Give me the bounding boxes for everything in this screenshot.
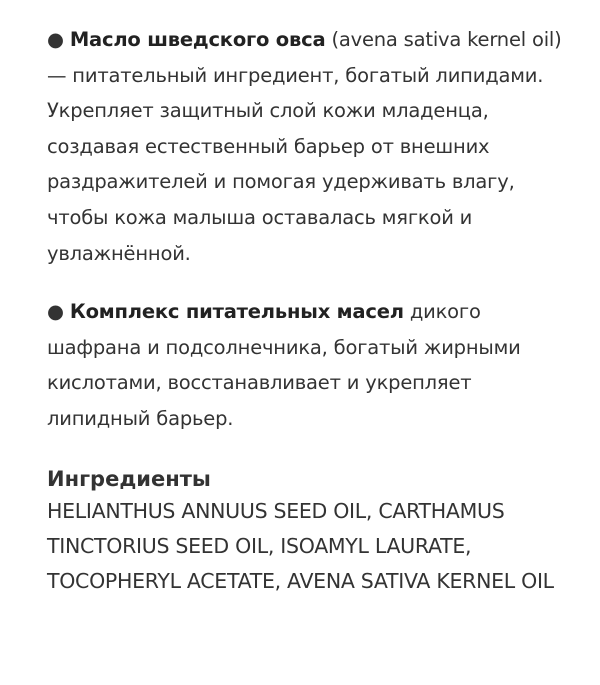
- oat-oil-title: Масло шведского овса: [69, 28, 326, 51]
- ingredients-list: HELIANTHUS ANNUUS SEED OIL, CARTHAMUS TINCTORIUS SEED OIL, ISOAMYL LAURATE, TOCOPHERYL ACETATE, AVENA SATIVA KERNEL OIL: [47, 498, 554, 593]
- oat-oil-paragraph: [47, 22, 567, 271]
- bullet-icon: ●: [47, 300, 64, 324]
- oil-complex-title: Комплекс питательных масел: [69, 300, 404, 324]
- oat-oil-description: (avena sativa kernel oil) — питательный ингредиент, богатый липидами. Укрепляет защитный слой кожи младенца, создавая естественный барьер от внешних раздражителей и помогая удерживать влагу, чтобы кожа малыша оставалась мягкой и увлажнённой.: [47, 28, 562, 265]
- oil-complex-description: дикого шафрана и подсолнечника, богатый жирными кислотами, восстанавливает и укрепляет липидный барьер.: [47, 300, 521, 430]
- bullet-icon: ●: [47, 28, 64, 51]
- oil-complex-paragraph: [47, 294, 567, 436]
- product-description: [47, 22, 567, 599]
- ingredients-heading: Ингредиенты: [47, 466, 211, 491]
